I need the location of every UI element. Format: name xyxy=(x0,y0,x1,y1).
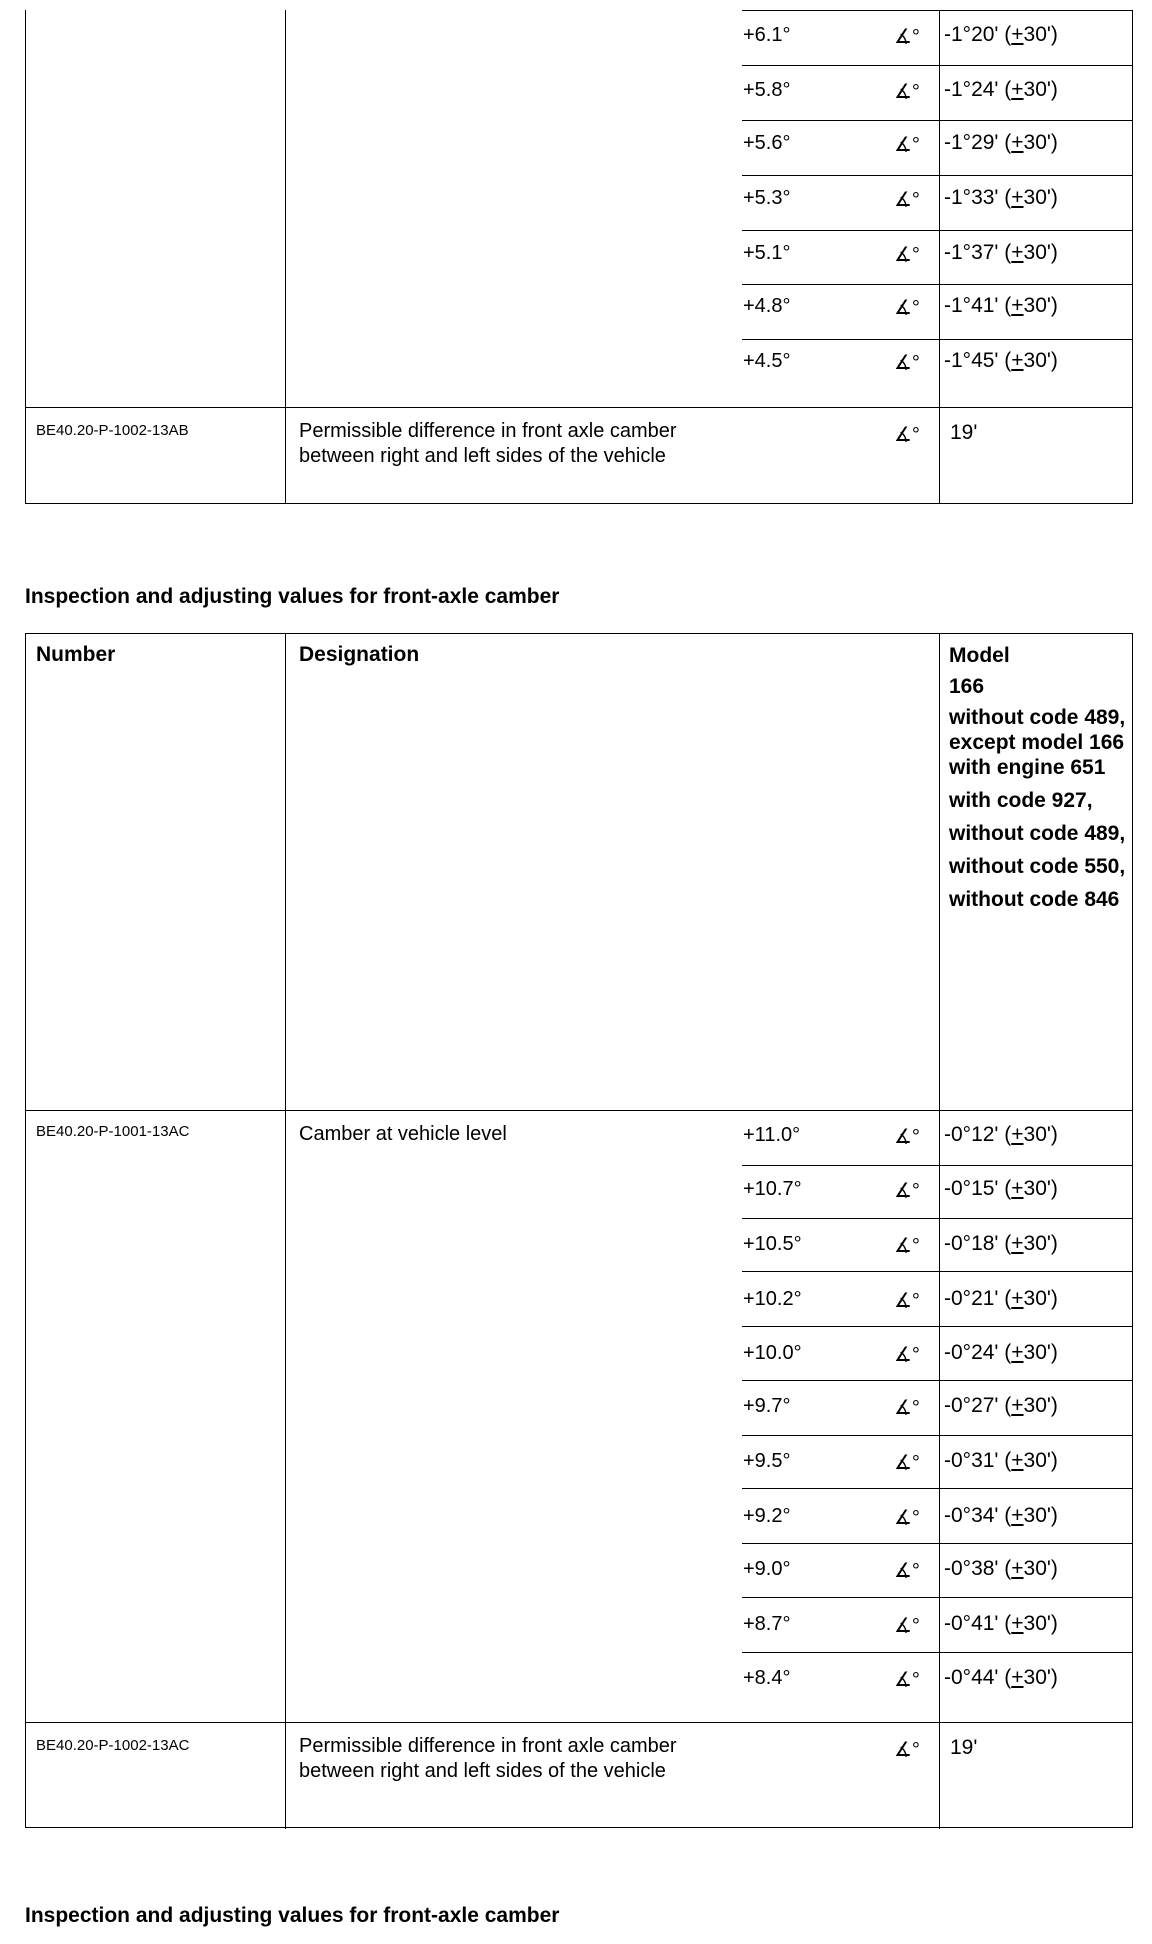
angle-icon: ∡° xyxy=(894,424,920,446)
designation-line: Permissible difference in front axle camber xyxy=(299,420,677,442)
section-title: Inspection and adjusting values for front-axle camber xyxy=(25,1904,560,1927)
camber-result: -0°31' (+30') xyxy=(944,1449,1058,1472)
model-line: without code 550, xyxy=(949,855,1126,878)
angle-icon: ∡° xyxy=(894,1669,920,1691)
camber-input-value: +9.0° xyxy=(743,1558,791,1580)
designation-text xyxy=(299,419,677,469)
row-divider xyxy=(26,407,1133,408)
camber-input-value: +9.2° xyxy=(743,1505,791,1527)
column-divider xyxy=(285,634,286,1829)
header-model xyxy=(949,643,1127,920)
camber-result: -1°29' (+30') xyxy=(944,131,1058,154)
column-divider xyxy=(939,10,940,504)
angle-icon: ∡° xyxy=(894,1452,920,1474)
row-divider xyxy=(742,1218,1133,1219)
camber-input-value: +8.4° xyxy=(743,1667,791,1689)
angle-icon: ∡° xyxy=(894,1397,920,1419)
row-divider xyxy=(742,120,1133,121)
model-line: without code 489, xyxy=(949,822,1126,845)
designation-line: between right and left sides of the vehicle xyxy=(299,445,666,467)
row-divider xyxy=(742,65,1133,66)
camber-input-value: +4.5° xyxy=(743,350,791,372)
camber-result: -0°41' (+30') xyxy=(944,1612,1058,1635)
reference-number: BE40.20-P-1001-13AC xyxy=(36,1123,190,1140)
angle-icon: ∡° xyxy=(894,1290,920,1312)
camber-result: -1°41' (+30') xyxy=(944,294,1058,317)
camber-result: -0°21' (+30') xyxy=(944,1287,1058,1310)
angle-icon: ∡° xyxy=(894,1507,920,1529)
top-camber-table xyxy=(25,10,1133,504)
designation-text xyxy=(299,1734,677,1784)
angle-icon: ∡° xyxy=(894,189,920,211)
row-divider xyxy=(742,10,1133,11)
row-divider xyxy=(742,1543,1133,1544)
angle-icon: ∡° xyxy=(894,134,920,156)
row-divider xyxy=(742,1271,1133,1272)
angle-icon: ∡° xyxy=(894,1235,920,1257)
row-divider xyxy=(26,1722,1133,1723)
camber-input-value: +5.6° xyxy=(743,132,791,154)
camber-result: -1°20' (+30') xyxy=(944,23,1058,46)
camber-result: -0°12' (+30') xyxy=(944,1123,1058,1146)
camber-input-value: +10.2° xyxy=(743,1288,802,1310)
angle-icon: ∡° xyxy=(894,244,920,266)
designation-line: between right and left sides of the vehicle xyxy=(299,1760,666,1782)
camber-result: -0°15' (+30') xyxy=(944,1177,1058,1200)
angle-icon: ∡° xyxy=(894,81,920,103)
camber-input-value: +4.8° xyxy=(743,295,791,317)
camber-result: -1°37' (+30') xyxy=(944,241,1058,264)
camber-input-value: +10.5° xyxy=(743,1233,802,1255)
camber-input-value: +10.0° xyxy=(743,1342,802,1364)
model-line: with code 927, xyxy=(949,789,1093,812)
row-divider xyxy=(742,339,1133,340)
row-divider xyxy=(742,284,1133,285)
section-title: Inspection and adjusting values for front-axle camber xyxy=(25,585,560,608)
row-divider xyxy=(742,1165,1133,1166)
reference-number: BE40.20-P-1002-13AB xyxy=(36,422,189,439)
camber-result: -0°38' (+30') xyxy=(944,1557,1058,1580)
angle-icon: ∡° xyxy=(894,297,920,319)
angle-icon: ∡° xyxy=(894,1344,920,1366)
camber-input-value: +9.7° xyxy=(743,1395,791,1417)
difference-result: 19' xyxy=(950,1736,978,1759)
model-line: without code 846 xyxy=(949,888,1120,911)
camber-result: -0°18' (+30') xyxy=(944,1232,1058,1255)
angle-icon: ∡° xyxy=(894,1560,920,1582)
reference-number: BE40.20-P-1002-13AC xyxy=(36,1737,190,1754)
row-divider xyxy=(742,1652,1133,1653)
row-divider xyxy=(742,1488,1133,1489)
main-camber-table xyxy=(25,633,1133,1828)
camber-result: -1°24' (+30') xyxy=(944,78,1058,101)
camber-result: -0°34' (+30') xyxy=(944,1504,1058,1527)
angle-icon: ∡° xyxy=(894,26,920,48)
angle-icon: ∡° xyxy=(894,1126,920,1148)
camber-input-value: +5.8° xyxy=(743,79,791,101)
model-line: Model xyxy=(949,644,1010,667)
angle-icon: ∡° xyxy=(894,1615,920,1637)
row-divider xyxy=(742,1380,1133,1381)
camber-input-value: +11.0° xyxy=(743,1124,801,1146)
camber-input-value: +6.1° xyxy=(743,24,791,46)
header-designation: Designation xyxy=(299,643,420,666)
camber-input-value: +5.3° xyxy=(743,187,791,209)
angle-icon: ∡° xyxy=(894,352,920,374)
designation-text: Camber at vehicle level xyxy=(299,1123,507,1145)
row-divider xyxy=(742,1326,1133,1327)
model-line: 166 xyxy=(949,675,985,698)
camber-result: -1°45' (+30') xyxy=(944,349,1058,372)
camber-input-value: +9.5° xyxy=(743,1450,791,1472)
column-divider xyxy=(285,10,286,504)
angle-icon: ∡° xyxy=(894,1180,920,1202)
difference-result: 19' xyxy=(950,421,978,444)
camber-result: -0°24' (+30') xyxy=(944,1341,1058,1364)
camber-input-value: +8.7° xyxy=(743,1613,791,1635)
row-divider xyxy=(742,1597,1133,1598)
row-divider xyxy=(742,175,1133,176)
model-line: without code 489, except model 166 with engine 651 xyxy=(949,706,1126,779)
camber-input-value: +10.7° xyxy=(743,1178,802,1200)
camber-result: -0°27' (+30') xyxy=(944,1394,1058,1417)
camber-input-value: +5.1° xyxy=(743,242,791,264)
column-divider xyxy=(939,634,940,1829)
designation-line: Permissible difference in front axle camber xyxy=(299,1735,677,1757)
row-divider xyxy=(742,1435,1133,1436)
row-divider xyxy=(26,1110,1133,1111)
camber-result: -0°44' (+30') xyxy=(944,1666,1058,1689)
row-divider xyxy=(742,230,1133,231)
camber-result: -1°33' (+30') xyxy=(944,186,1058,209)
angle-icon: ∡° xyxy=(894,1739,920,1761)
header-number: Number xyxy=(36,643,116,666)
